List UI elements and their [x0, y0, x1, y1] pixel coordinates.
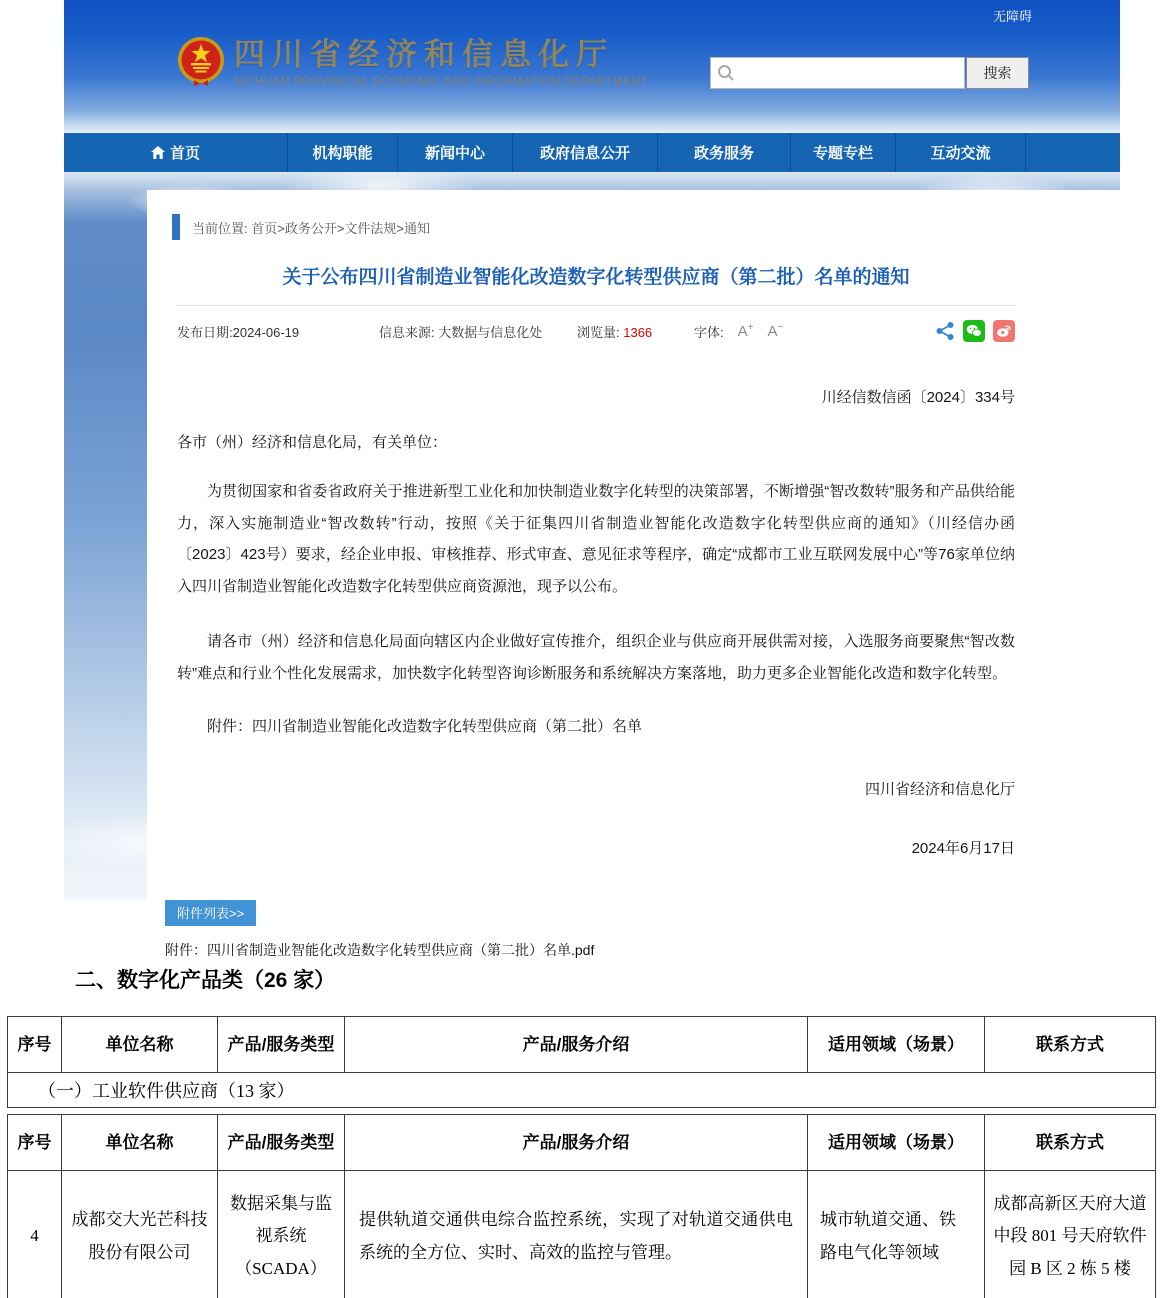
col-header-fields: 适用领域（场景）	[808, 1115, 985, 1171]
attachment-line: 附件：四川省制造业智能化改造数字化转型供应商（第二批）名单	[207, 718, 643, 735]
section-heading: 二、数字化产品类（26 家）	[75, 969, 336, 992]
supplier-table	[7, 1114, 1156, 1298]
breadcrumb	[147, 190, 1120, 240]
col-header-type: 产品/服务类型	[218, 1115, 345, 1171]
col-header-contact: 联系方式	[985, 1115, 1156, 1171]
nav-item-label: 政府信息公开	[539, 145, 630, 162]
site-banner	[64, 0, 1120, 133]
search-bar	[710, 57, 1029, 89]
weibo-share-icon[interactable]	[993, 320, 1015, 342]
font-size-label: 字体:	[694, 324, 724, 340]
attachment-file-line	[165, 940, 1120, 960]
nav-item-label: 专题专栏	[812, 145, 873, 162]
nav-item-interaction[interactable]	[895, 133, 1025, 172]
nav-item-label: 新闻中心	[424, 145, 485, 162]
table-section	[0, 964, 1163, 1298]
info-source: 信息来源: 大数据与信息化处	[379, 324, 543, 340]
site-container	[64, 0, 1120, 958]
nav-item-services[interactable]	[657, 133, 790, 172]
nav-item-news[interactable]	[397, 133, 512, 172]
paragraph-1: 为贯彻国家和省委省政府关于推进新型工业化和加快制造业数字化转型的决策部署，不断增强“智改数转”服务和产品供给能力，深入实施制造业“智改数转”行动，按照《关于征集四川省制造业智能化改造数字化转型供应商的通知》（川经信办函〔2023〕423号）要求，经企业申报、审核推荐、形式审查、意见征求等程序，确定“成都市工业互联网发展中心”等76家单位纳入四川省制造业智能化改造数字化转型供应商资源池，现予以公布。	[177, 483, 1015, 595]
search-input[interactable]	[710, 57, 965, 89]
cell-description: 提供轨道交通供电综合监控系统，实现了对轨道交通供电系统的全方位、实时、高效的监控与管理。	[345, 1171, 808, 1298]
share-icon[interactable]	[935, 321, 955, 341]
font-increase-button[interactable]: A+	[737, 322, 754, 340]
table-header-row	[8, 1017, 1156, 1073]
publish-date: 发布日期:2024-06-19	[177, 324, 300, 340]
nav-item-label: 政务服务	[693, 145, 754, 162]
wechat-share-icon[interactable]	[963, 320, 985, 342]
table-header-row	[8, 1115, 1156, 1171]
signer: 四川省经济和信息化厅	[864, 781, 1015, 798]
site-title: 四川省经济和信息化厅	[234, 37, 614, 73]
doc-number: 川经信数信函〔2024〕334号	[821, 389, 1015, 406]
col-header-contact: 联系方式	[985, 1017, 1156, 1073]
col-header-company: 单位名称	[62, 1017, 218, 1073]
search-icon	[717, 64, 735, 82]
nav-item-label: 机构职能	[312, 145, 373, 162]
sky-background	[64, 172, 1120, 958]
view-count-label: 浏览量:	[577, 324, 624, 340]
sign-date: 2024年6月17日	[911, 840, 1015, 857]
cell-company: 成都交大光芒科技股份有限公司	[62, 1171, 218, 1298]
search-button[interactable]: 搜索	[966, 57, 1029, 89]
attachment-file-link[interactable]: 附件：四川省制造业智能化改造数字化转型供应商（第二批）名单.pdf	[165, 942, 595, 958]
salutation: 各市（州）经济和信息化局，有关单位：	[177, 434, 448, 451]
breadcrumb-marker	[172, 214, 180, 240]
document-body	[147, 386, 1120, 858]
breadcrumb-text[interactable]: 当前位置: 首页>政务公开>文件法规>通知	[192, 220, 430, 236]
nav-item-label: 互动交流	[930, 145, 991, 162]
share-icons	[935, 320, 1015, 342]
group-row-label: （一）工业软件供应商（13 家）	[8, 1073, 1156, 1108]
col-header-type: 产品/服务类型	[218, 1017, 345, 1073]
col-header-description: 产品/服务介绍	[345, 1115, 808, 1171]
article-meta	[177, 305, 1015, 342]
site-subtitle: SICHUAN PROVINCIAL ECONOMIC AND INFORMATION DEPARTMENT	[234, 75, 649, 88]
cell-type: 数据采集与监视系统（SCADA）	[218, 1171, 345, 1298]
cell-fields: 城市轨道交通、铁路电气化等领域	[808, 1171, 985, 1298]
nav-item-home[interactable]	[64, 133, 287, 172]
cell-no: 4	[8, 1171, 62, 1298]
main-nav	[64, 133, 1120, 172]
attachment-list-button[interactable]: 附件列表>>	[165, 900, 256, 926]
nav-item-gov-info[interactable]	[512, 133, 657, 172]
col-header-company: 单位名称	[62, 1115, 218, 1171]
view-count	[577, 322, 694, 341]
national-emblem-icon	[176, 36, 226, 90]
table-row	[8, 1171, 1156, 1298]
supplier-table-header-block	[7, 1016, 1156, 1108]
accessibility-link[interactable]: 无障碍	[992, 9, 1032, 24]
article-panel	[147, 190, 1120, 958]
cell-contact: 成都高新区天府大道中段 801 号天府软件园 B 区 2 栋 5 楼	[985, 1171, 1156, 1298]
nav-filler	[1025, 133, 1120, 172]
site-logo[interactable]	[176, 36, 648, 90]
font-decrease-button[interactable]: A−	[767, 322, 784, 340]
group-row	[8, 1073, 1156, 1108]
col-header-fields: 适用领域（场景）	[808, 1017, 985, 1073]
col-header-description: 产品/服务介绍	[345, 1017, 808, 1073]
page-title: 关于公布四川省制造业智能化改造数字化转型供应商（第二批）名单的通知	[282, 267, 910, 288]
paragraph-2: 请各市（州）经济和信息化局面向辖区内企业做好宣传推介，组织企业与供应商开展供需对接，入选服务商要聚焦“智改数转”难点和行业个性化发展需求，加快数字化转型咨询诊断服务和系统解决方案落地，助力更多企业智能化改造和数字化转型。	[177, 633, 1015, 682]
nav-item-topics[interactable]	[790, 133, 895, 172]
col-header-no: 序号	[8, 1115, 62, 1171]
home-icon	[151, 146, 165, 159]
nav-item-label: 首页	[169, 145, 200, 162]
nav-item-functions[interactable]	[287, 133, 397, 172]
view-count-value: 1366	[623, 324, 653, 340]
col-header-no: 序号	[8, 1017, 62, 1073]
